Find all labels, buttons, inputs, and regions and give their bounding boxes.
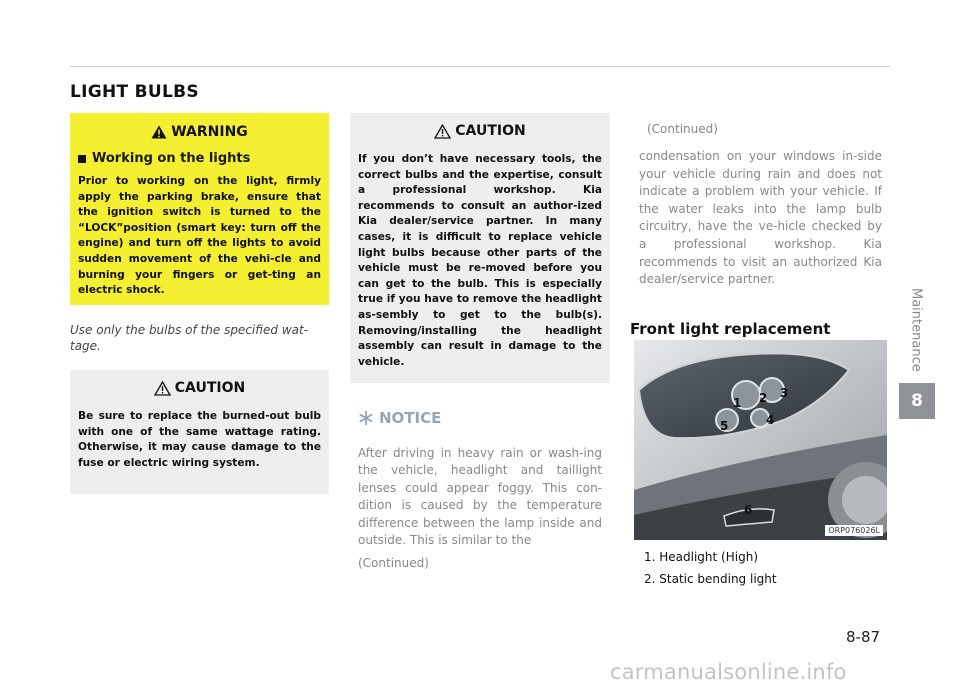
warning-text: Prior to working on the light, firmly apply the parking brake, ensure that the ignition switch is turned to the “LOCK”position (smart key: turn off the engine) and turn off the lights to avoid sudden movement of the vehi-cle and burning your fingers or get-ting an electric shock. — [78, 175, 321, 297]
continued-label: (Continued) — [358, 556, 429, 571]
legend-item: 2. Static bending light — [644, 572, 777, 586]
legend-item: 1. Headlight (High) — [644, 550, 758, 564]
warning-triangle-icon — [151, 125, 167, 139]
caution-text: Be sure to replace the burned-out bulb with one of the same wattage rating. Otherwise, it may cause damage to the fuse or electric wiring system. — [78, 410, 321, 469]
callout-1: 1 — [733, 396, 742, 410]
caution-triangle-icon — [434, 124, 451, 139]
notice-asterisk-icon — [358, 410, 374, 426]
caution-box-tools — [350, 113, 610, 383]
notice-text-block — [358, 445, 602, 573]
warning-subheading: Working on the lights — [92, 151, 251, 166]
square-bullet-icon — [78, 155, 86, 163]
headlight-illustration — [634, 340, 887, 540]
condensation-text: condensation on your windows in-side your vehicle during rain and does not indicate a problem with your vehicle. If the water leaks into the lamp bulb circuitry, have the ve-hicle checked by a professional workshop. Kia recommends to visit an authorized Kia dealer/service partner. — [639, 149, 882, 287]
callout-3: 3 — [780, 386, 789, 400]
image-code-label: ORP076026L — [825, 525, 883, 536]
callout-4: 4 — [766, 413, 775, 427]
warning-subheading-row — [78, 151, 321, 166]
chapter-tab[interactable]: 8 — [899, 383, 935, 419]
chapter-side-label: Maintenance — [908, 287, 924, 372]
caution-box-fuse — [70, 370, 329, 494]
callout-5: 5 — [720, 419, 729, 433]
caution-text: If you don’t have necessary tools, the correct bulbs and the expertise, consult a professional workshop. Kia recommends to consult an author-ized Kia dealer/service partner. In many cases, it is difficult to replace vehicle light bulbs because other parts of the vehicle must be re-moved before you can get to the bulb. This is especially true if you have to remove the headlight as-sembly to get to the bulb(s). Removing/installing the headlight assembly can result in damage to the vehicle. — [358, 153, 602, 368]
callout-2: 2 — [759, 391, 768, 405]
page-number: 8-87 — [846, 628, 881, 646]
top-divider — [70, 66, 890, 67]
warning-box — [70, 113, 329, 305]
warning-header — [78, 123, 321, 141]
section-title: LIGHT BULBS — [70, 82, 199, 102]
caution-triangle-icon — [154, 381, 171, 396]
notice-heading: NOTICE — [379, 409, 442, 427]
wattage-note: Use only the bulbs of the specified wat-tage. — [70, 323, 309, 353]
notice-header — [358, 409, 441, 427]
continued-label: (Continued) — [647, 122, 718, 136]
front-light-heading: Front light replacement — [630, 320, 831, 338]
caution-heading: CAUTION — [455, 123, 526, 139]
caution-header — [78, 379, 321, 397]
headlight-photo — [634, 340, 887, 540]
bulb-legend — [644, 546, 777, 590]
caution-heading: CAUTION — [174, 380, 246, 396]
watermark: carmanualsonline.info — [610, 660, 847, 684]
notice-text: After driving in heavy rain or wash-ing the vehicle, headlight and taillight lenses could appear foggy. This con-dition is caused by the temperature difference between the lamp inside and outside. This is similar to the — [358, 446, 602, 548]
caution-header — [358, 122, 602, 140]
callout-6: 6 — [744, 503, 753, 517]
warning-heading: WARNING — [171, 124, 248, 140]
